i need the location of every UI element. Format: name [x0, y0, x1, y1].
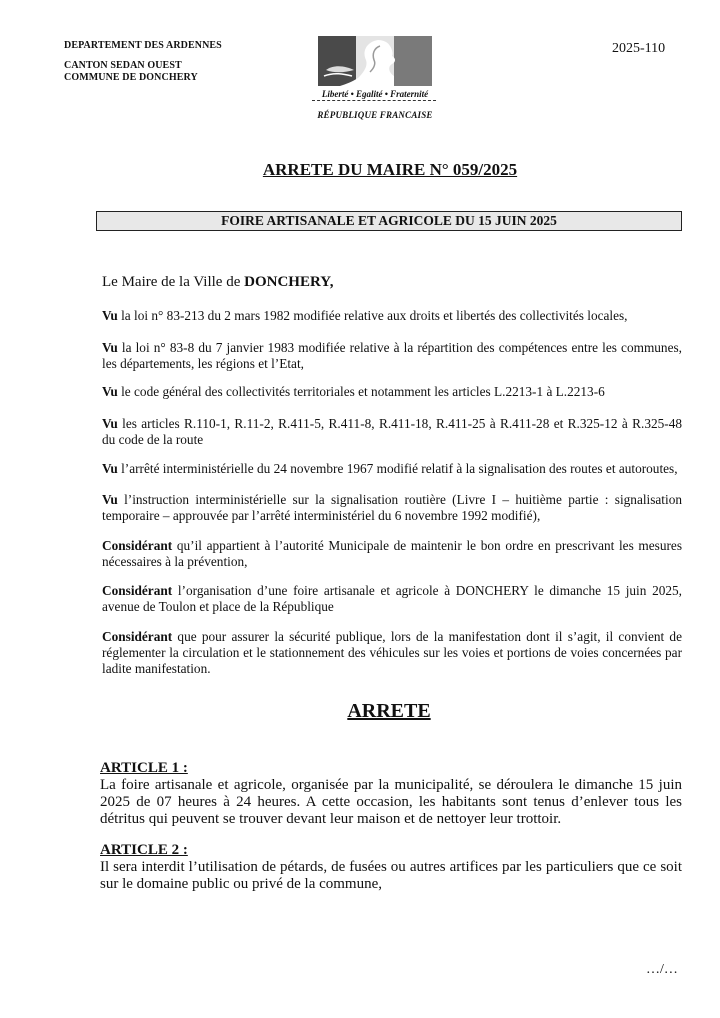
- town-name: DONCHERY,: [244, 274, 334, 290]
- clause: [102, 308, 682, 324]
- dotted-divider: [312, 100, 436, 101]
- clause-lead: Vu: [102, 384, 118, 399]
- motto: Liberté • Egalité • Fraternité: [321, 89, 429, 99]
- clause-lead: Vu: [102, 340, 118, 355]
- article-text: Il sera interdit l’utilisation de pétards, de fusées ou autres artifices par les particuliers que ce soit sur le domaine public ou privé de la commune,: [100, 859, 682, 892]
- clause: [102, 538, 682, 570]
- decision-heading: ARRETE: [347, 700, 431, 722]
- article-heading: ARTICLE 2 :: [100, 842, 188, 858]
- canton-label: CANTON SEDAN OUEST: [64, 60, 182, 71]
- clause-text: l’arrêté interministérielle du 24 novembre 1967 modifié relatif à la signalisation des routes et autoroutes,: [117, 461, 678, 476]
- clause: [102, 461, 682, 477]
- issuer-block: [64, 40, 222, 84]
- marianne-logo-icon: [318, 36, 432, 86]
- clause-text: qu’il appartient à l’autorité Municipale de maintenir le bon ordre en prescrivant les mesures nécessaires à la prévention,: [102, 538, 682, 569]
- article-heading: ARTICLE 1 :: [100, 760, 188, 776]
- clause: [102, 629, 682, 677]
- reference-number: 2025-110: [612, 41, 666, 56]
- clause-lead: Considérant: [102, 583, 173, 598]
- clause: [102, 384, 682, 400]
- clause-text: l’instruction interministérielle sur la signalisation routière (Livre I – huitième partie : signalisation temporaire – approuvée par l’arrêté interministériel du 6 novembre 1992 modifié),: [102, 492, 682, 523]
- clause: [102, 583, 682, 615]
- department-label: DEPARTEMENT DES ARDENNES: [64, 40, 222, 51]
- article-text: La foire artisanale et agricole, organisée par la municipalité, se déroulera le dimanche 15 juin 2025 de 07 heures à 24 heures. A cette occasion, les habitants sont tenus d’enlever tous les détritus qui peuvent se trouver devant leur maison et de nettoyer leur trottoir.: [100, 777, 682, 827]
- intro-prefix: Le Maire de la Ville de: [102, 274, 245, 290]
- clause-lead: Vu: [102, 492, 118, 507]
- clause-text: le code général des collectivités territoriales et notamment les articles L.2213-1 à L.2213-6: [117, 384, 605, 399]
- subject-banner: FOIRE ARTISANALE ET AGRICOLE DU 15 JUIN 2025: [96, 211, 682, 231]
- clause-text: que pour assurer la sécurité publique, lors de la manifestation dont il s’agit, il convient de réglementer la circulation et le stationnement des véhicules sur les voies et portions de voies concernées par ladite manifestation.: [102, 629, 682, 676]
- clause-lead: Vu: [102, 416, 118, 431]
- clause-text: l’organisation d’une foire artisanale et agricole à DONCHERY le dimanche 15 juin 2025, avenue de Toulon et place de la République: [102, 583, 682, 614]
- clause-lead: Vu: [102, 308, 118, 323]
- clause-lead: Vu: [102, 461, 118, 476]
- continuation-mark: …/…: [646, 962, 678, 977]
- decree-title: ARRETE DU MAIRE N° 059/2025: [262, 160, 518, 179]
- clause-text: la loi n° 83-213 du 2 mars 1982 modifiée relative aux droits et libertés des collectivités locales,: [117, 308, 628, 323]
- clause-text: la loi n° 83-8 du 7 janvier 1983 modifiée relative à la répartition des compétences entre les communes, les départements, les régions et l’Etat,: [102, 340, 682, 371]
- republic-label: RÉPUBLIQUE FRANCAISE: [317, 110, 433, 120]
- clause-lead: Considérant: [102, 538, 173, 553]
- mayor-intro: [102, 274, 333, 291]
- clause-text: les articles R.110-1, R.11-2, R.411-5, R.411-8, R.411-18, R.411-25 à R.411-28 et R.325-12 à R.325-48 du code de la route: [102, 416, 682, 447]
- clause: [102, 416, 682, 448]
- clause: [102, 340, 682, 372]
- clause-lead: Considérant: [102, 629, 173, 644]
- clause: [102, 492, 682, 524]
- commune-label: COMMUNE DE DONCHERY: [64, 72, 198, 83]
